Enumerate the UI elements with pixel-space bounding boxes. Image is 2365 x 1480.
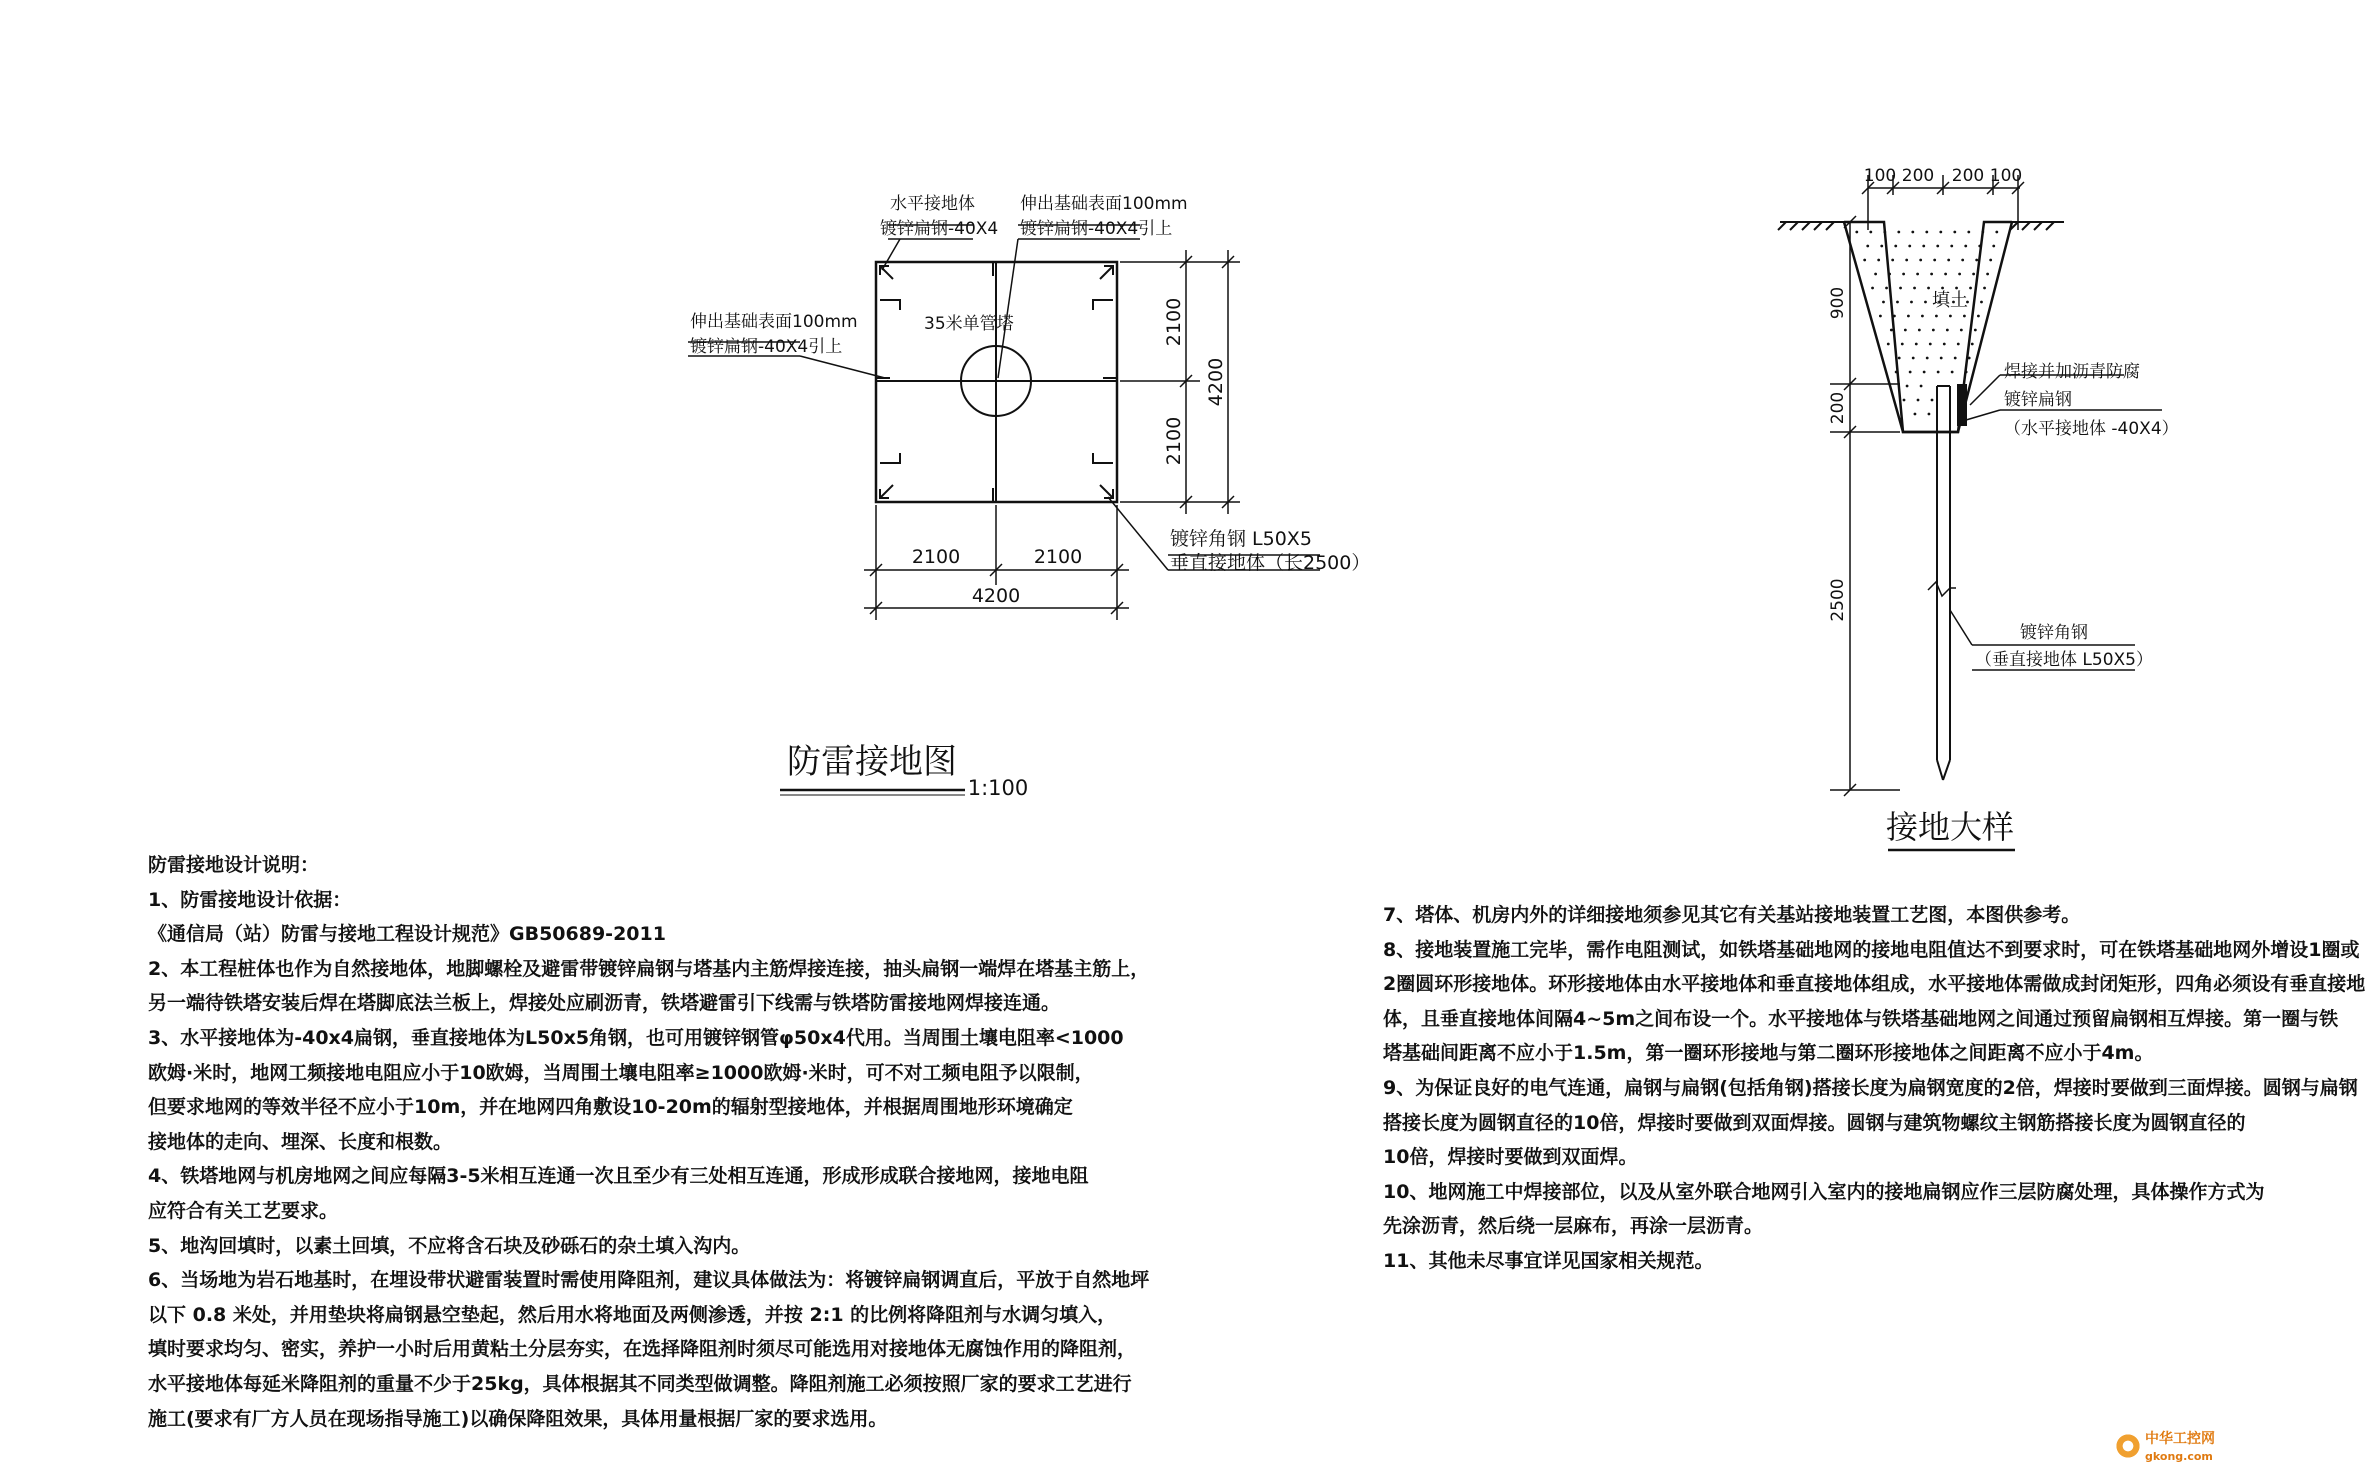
note-right-line: 先涂沥青，然后绕一层麻布，再涂一层沥青。 bbox=[1383, 1215, 1764, 1238]
note-right-line: 体，且垂直接地体间隔4~5m之间布设一个。水平接地体与铁塔基础地网之间通过预留扁钢相互焊接。第一圈与铁 bbox=[1383, 1007, 2339, 1030]
detail-fill-label: 填土 bbox=[1932, 290, 1968, 311]
note-right-line: 8、接地装置施工完毕，需作电阻测试，如铁塔基础地网的接地电阻值达不到要求时，可在铁塔基础地网外增设1圈或 bbox=[1383, 938, 2360, 961]
plan-dim-right-lower: 2100 bbox=[1163, 416, 1185, 466]
plan-dim-right-upper: 2100 bbox=[1163, 297, 1185, 347]
detail-dim-top-2: 200 bbox=[1901, 166, 1935, 186]
note-right-line: 7、塔体、机房内外的详细接地须参见其它有关基站接地装置工艺图，本图供参考。 bbox=[1383, 904, 2081, 926]
note-right-line: 塔基础间距离不应小于1.5m，第一圈环形接地与第二圈环形接地体之间距离不应小于4m。 bbox=[1383, 1042, 2154, 1065]
plan-dim-bottom-right: 2100 bbox=[1033, 546, 1083, 568]
note-left-line: 以下 0.8 米处，并用垫块将扁钢悬空垫起，然后用水将地面及两侧渗透，并按 2:1 的比例将降阻剂与水调匀填入， bbox=[148, 1303, 1117, 1326]
note-left-line: 5、地沟回填时，以素土回填，不应将含石块及砂砾石的杂土填入沟内。 bbox=[148, 1234, 751, 1257]
detail-label-angle-2: （垂直接地体 L50X5） bbox=[1975, 650, 2153, 670]
note-left-line: 1、防雷接地设计依据： bbox=[148, 888, 352, 911]
plan-scale: 1:100 bbox=[967, 776, 1029, 800]
plan-label-angle-2: 垂直接地体（长2500） bbox=[1170, 552, 1371, 574]
note-right-line: 9、为保证良好的电气连通，扁钢与扁钢(包括角钢)搭接长度为扁钢宽度的2倍，焊接时要做到三面焊接。圆钢与扁钢 bbox=[1383, 1076, 2358, 1099]
note-left-line: 4、铁塔地网与机房地网之间应每隔3-5米相互连通一次且至少有三处相互连通，形成形成联合接地网，接地电阻 bbox=[148, 1165, 1089, 1188]
plan-grounding-grid bbox=[876, 262, 1117, 502]
detail-dim-200: 200 bbox=[1828, 391, 1848, 425]
detail-dim-900: 900 bbox=[1828, 286, 1848, 320]
plan-label-topright-1: 伸出基础表面100mm bbox=[1020, 194, 1188, 214]
detail-dimensions bbox=[1830, 175, 2024, 796]
watermark-sub: gkong.com bbox=[2145, 1450, 2213, 1463]
note-left-line: 另一端待铁塔安装后焊在塔脚底法兰板上，焊接处应刷沥青，铁塔避雷引下线需与铁塔防雷接地网焊接连通。 bbox=[148, 992, 1061, 1015]
note-left-line: 填时要求均匀、密实，养护一小时后用黄粘土分层夯实，在选择降阻剂时须尽可能选用对接地体无腐蚀作用的降阻剂， bbox=[148, 1338, 1137, 1361]
note-left-line: 施工(要求有厂方人员在现场指导施工)以确保降阻效果，具体用量根据厂家的要求选用。 bbox=[148, 1407, 888, 1430]
note-left-line: 3、水平接地体为-40x4扁钢，垂直接地体为L50x5角钢，也可用镀锌钢管φ50x4代用。当周围土壤电阻率<1000 bbox=[148, 1026, 1124, 1049]
plan-label-angle-1: 镀锌角钢 L50X5 bbox=[1170, 528, 1312, 550]
detail-label-flat-2: （水平接地体 -40X4） bbox=[2004, 419, 2179, 439]
note-right-line: 10倍，焊接时要做到双面焊。 bbox=[1383, 1146, 1638, 1169]
plan-label-topright-2: 镀锌扁钢-40X4引上 bbox=[1020, 219, 1173, 239]
note-left-line: 应符合有关工艺要求。 bbox=[148, 1199, 339, 1222]
gear-logo-icon bbox=[2115, 1433, 2141, 1459]
site-watermark bbox=[2115, 1428, 2215, 1464]
plan-dim-bottom-total: 4200 bbox=[971, 585, 1021, 607]
note-right-line: 2圈圆环形接地体。环形接地体由水平接地体和垂直接地体组成，水平接地体需做成封闭矩形，四角必须设有垂直接地 bbox=[1383, 973, 2365, 996]
note-left-line: 防雷接地设计说明： bbox=[148, 854, 320, 876]
plan-dim-bottom-left: 2100 bbox=[911, 546, 961, 568]
plan-label-tower: 35米单管塔 bbox=[924, 314, 1014, 334]
detail-dim-top-4: 100 bbox=[1989, 166, 2023, 186]
note-left-line: 但要求地网的等效半径不应小于10m，并在地网四角敷设10-20m的辐射型接地体，并根据周围地形环境确定 bbox=[148, 1096, 1073, 1119]
detail-text bbox=[1828, 166, 2179, 846]
plan-text bbox=[690, 194, 1370, 800]
design-notes-left bbox=[148, 848, 1149, 1436]
plan-label-horizontal-2: 镀锌扁钢-40X4 bbox=[880, 219, 999, 239]
note-left-line: 水平接地体每延米降阻剂的重量不少于25kg，具体根据其不同类型做调整。降阻剂施工必须按照厂家的要求工艺进行 bbox=[148, 1372, 1132, 1395]
note-left-line: 2、本工程桩体也作为自然接地体，地脚螺栓及避雷带镀锌扁钢与塔基内主筋焊接连接，抽头扁钢一端焊在塔基主筋上， bbox=[148, 957, 1150, 980]
detail-fill-pattern bbox=[1855, 231, 1998, 416]
detail-dim-top-3: 200 bbox=[1951, 166, 1985, 186]
note-right-line: 10、地网施工中焊接部位，以及从室外联合地网引入室内的接地扁钢应作三层防腐处理，具体操作方式为 bbox=[1383, 1180, 2265, 1203]
detail-dim-top-1: 100 bbox=[1863, 166, 1897, 186]
detail-title: 接地大样 bbox=[1885, 808, 2015, 846]
note-left-line: 接地体的走向、埋深、长度和根数。 bbox=[148, 1130, 453, 1153]
note-left-line: 欧姆·米时，地网工频接地电阻应小于10欧姆，当周围土壤电阻率≥1000欧姆·米时，可不对工频电阻予以限制， bbox=[148, 1061, 1094, 1084]
note-left-line: 《通信局（站）防雷与接地工程设计规范》GB50689-2011 bbox=[148, 923, 666, 946]
detail-label-flat-1: 镀锌扁钢 bbox=[2004, 390, 2072, 410]
plan-dim-right-total: 4200 bbox=[1205, 357, 1227, 407]
watermark-text: 中华工控网 bbox=[2145, 1431, 2215, 1447]
note-right-line: 11、其他未尽事宜详见国家相关规范。 bbox=[1383, 1249, 1714, 1272]
plan-label-horizontal-1: 水平接地体 bbox=[890, 194, 975, 214]
plan-label-left-1: 伸出基础表面100mm bbox=[690, 312, 858, 332]
note-right-line: 搭接长度为圆钢直径的10倍，焊接时要做到双面焊接。圆钢与建筑物螺纹主钢筋搭接长度为圆钢直径的 bbox=[1383, 1111, 2246, 1134]
note-left-line: 6、当场地为岩石地基时，在埋设带状避雷装置时需使用降阻剂，建议具体做法为：将镀锌扁钢调直后，平放于自然地坪 bbox=[148, 1269, 1150, 1292]
design-notes-right bbox=[1383, 898, 2365, 1279]
detail-label-weld: 焊接并加沥青防腐 bbox=[2004, 362, 2140, 382]
plan-title: 防雷接地图 bbox=[787, 742, 957, 782]
detail-label-angle-1: 镀锌角钢 bbox=[2020, 623, 2088, 643]
plan-label-left-2: 镀锌扁钢-40X4引上 bbox=[690, 337, 843, 357]
detail-dim-2500: 2500 bbox=[1828, 578, 1848, 622]
detail-trench bbox=[1778, 222, 2064, 780]
